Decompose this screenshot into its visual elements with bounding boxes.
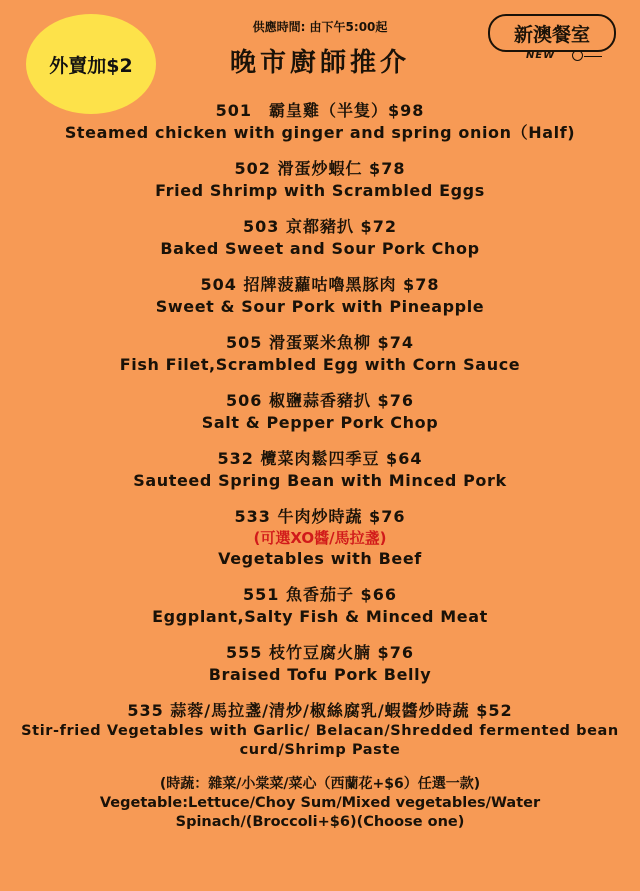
dish-chinese: 551 魚香茄子 $66 — [243, 585, 397, 604]
menu-item — [0, 506, 640, 570]
dish-english: Fried Shrimp with Scrambled Eggs — [155, 181, 485, 200]
logo-ring-icon — [572, 50, 583, 61]
menu-item — [0, 584, 640, 628]
dish-english: Sweet & Sour Pork with Pineapple — [155, 297, 485, 316]
vegetable-options-english: Vegetable:Lettuce/Choy Sum/Mixed vegetables/Water Spinach/(Broccoli+$6)(Choose one) — [99, 795, 541, 830]
dish-chinese: 532 欖菜肉鬆四季豆 $64 — [217, 449, 423, 468]
menu-item — [0, 448, 640, 492]
dish-chinese: 502 滑蛋炒蝦仁 $78 — [234, 159, 406, 178]
dish-chinese: 533 牛肉炒時蔬 $76 — [234, 507, 406, 526]
dish-english: Sauteed Spring Bean with Minced Pork — [133, 471, 507, 490]
dish-english: Baked Sweet and Sour Pork Chop — [160, 239, 480, 258]
menu-item — [0, 274, 640, 318]
dish-chinese: 504 招牌菠蘿咕嚕黑豚肉 $78 — [200, 275, 440, 294]
dish-chinese: 503 京都豬扒 $72 — [243, 217, 397, 236]
page-title: 晚市廚師推介 — [229, 48, 410, 78]
dish-english: Steamed chicken with ginger and spring onion（Half) — [64, 123, 576, 142]
menu-item — [0, 332, 640, 376]
dish-chinese: 505 滑蛋粟米魚柳 $74 — [226, 333, 414, 352]
dish-english: Eggplant,Salty Fish & Minced Meat — [152, 607, 488, 626]
dish-english: Fish Filet,Scrambled Egg with Corn Sauce — [119, 355, 521, 374]
menu-list — [0, 100, 640, 832]
vegetable-options-chinese: (時蔬：雜菜/小棠菜/菜心（西蘭花+$6）任選一款) — [159, 776, 481, 792]
restaurant-logo — [488, 14, 616, 60]
dish-chinese: 555 枝竹豆腐火腩 $76 — [226, 643, 414, 662]
vegetable-options — [0, 774, 640, 832]
menu-item — [0, 390, 640, 434]
logo-subtext: NEW — [526, 50, 556, 61]
service-hours: 供應時間: 由下午5:00起 — [252, 20, 388, 34]
menu-item — [0, 158, 640, 202]
menu-item — [0, 216, 640, 260]
dish-english: Vegetables with Beef — [218, 549, 422, 568]
menu-item — [0, 700, 640, 760]
menu-item — [0, 642, 640, 686]
logo-line-icon — [584, 56, 602, 57]
dish-english: Salt & Pepper Pork Chop — [201, 413, 439, 432]
dish-chinese: 501 霸皇雞（半隻）$98 — [215, 101, 425, 120]
takeaway-badge-text: 外賣加$2 — [49, 54, 133, 77]
menu-item — [0, 100, 640, 144]
dish-sauce-note: (可選XO醬/馬拉盞) — [253, 529, 387, 547]
logo-text: 新澳餐室 — [488, 14, 616, 52]
dish-chinese: 535 蒜蓉/馬拉盞/清炒/椒絲腐乳/蝦醬炒時蔬 $52 — [127, 701, 513, 720]
dish-english: Braised Tofu Pork Belly — [208, 665, 432, 684]
dish-english: Stir-fried Vegetables with Garlic/ Belacan/Shredded fermented bean curd/Shrimp Paste — [21, 723, 619, 758]
dish-chinese: 506 椒鹽蒜香豬扒 $76 — [226, 391, 414, 410]
